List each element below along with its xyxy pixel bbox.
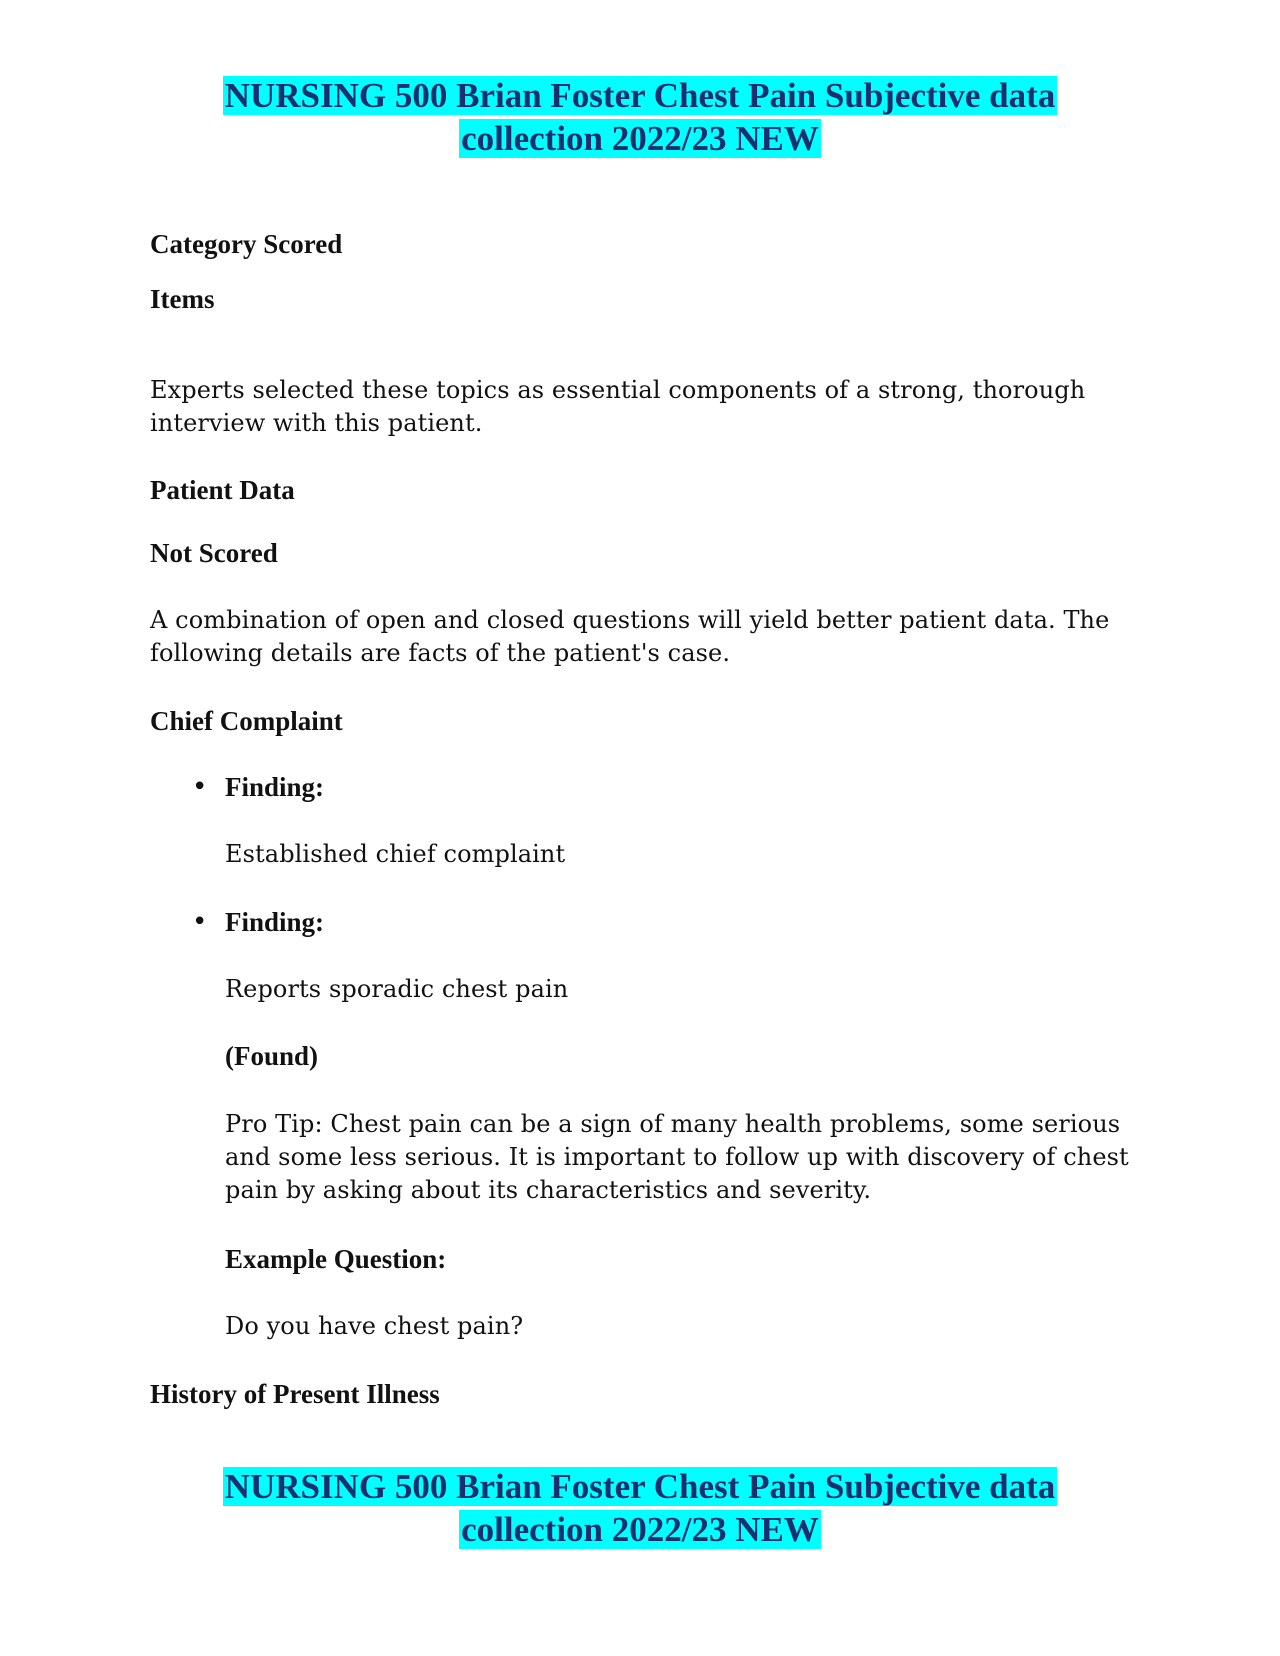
footer-title-line-1: NURSING 500 Brian Foster Chest Pain Subjective data bbox=[224, 1467, 1056, 1506]
example-question-label: Example Question: bbox=[225, 1244, 447, 1274]
items-heading: Items bbox=[150, 284, 215, 314]
example-question-text: Do you have chest pain? bbox=[225, 1312, 524, 1340]
pro-tip-paragraph: Pro Tip: Chest pain can be a sign of many health problems, some serious and some less serious. It is important to follow up with discovery of chest pain by asking about its characteristics and severity. bbox=[225, 1110, 1129, 1204]
title-line-2: collection 2022/23 NEW bbox=[461, 119, 819, 158]
document-title bbox=[0, 74, 1280, 160]
patient-data-heading: Patient Data bbox=[150, 475, 295, 505]
intro-paragraph: Experts selected these topics as essential components of a strong, thorough interview with this patient. bbox=[150, 376, 1086, 437]
footer-title-line-2: collection 2022/23 NEW bbox=[461, 1510, 819, 1549]
bullet-dot: • bbox=[192, 907, 208, 937]
chief-complaint-heading: Chief Complaint bbox=[150, 706, 343, 736]
not-scored-heading: Not Scored bbox=[150, 538, 278, 568]
finding-2-text: Reports sporadic chest pain bbox=[225, 975, 569, 1003]
finding-2-label: Finding: bbox=[225, 907, 325, 937]
finding-1-text: Established chief complaint bbox=[225, 840, 566, 868]
title-line-1: NURSING 500 Brian Foster Chest Pain Subjective data bbox=[224, 76, 1056, 115]
found-status: (Found) bbox=[225, 1041, 319, 1071]
history-heading: History of Present Illness bbox=[150, 1379, 440, 1409]
finding-1-label: Finding: bbox=[225, 772, 325, 802]
combination-paragraph: A combination of open and closed questions will yield better patient data. The following details are facts of the patient's case. bbox=[150, 606, 1110, 667]
bullet-dot: • bbox=[192, 772, 208, 802]
footer-title bbox=[0, 1465, 1280, 1551]
category-scored-heading: Category Scored bbox=[150, 229, 343, 259]
